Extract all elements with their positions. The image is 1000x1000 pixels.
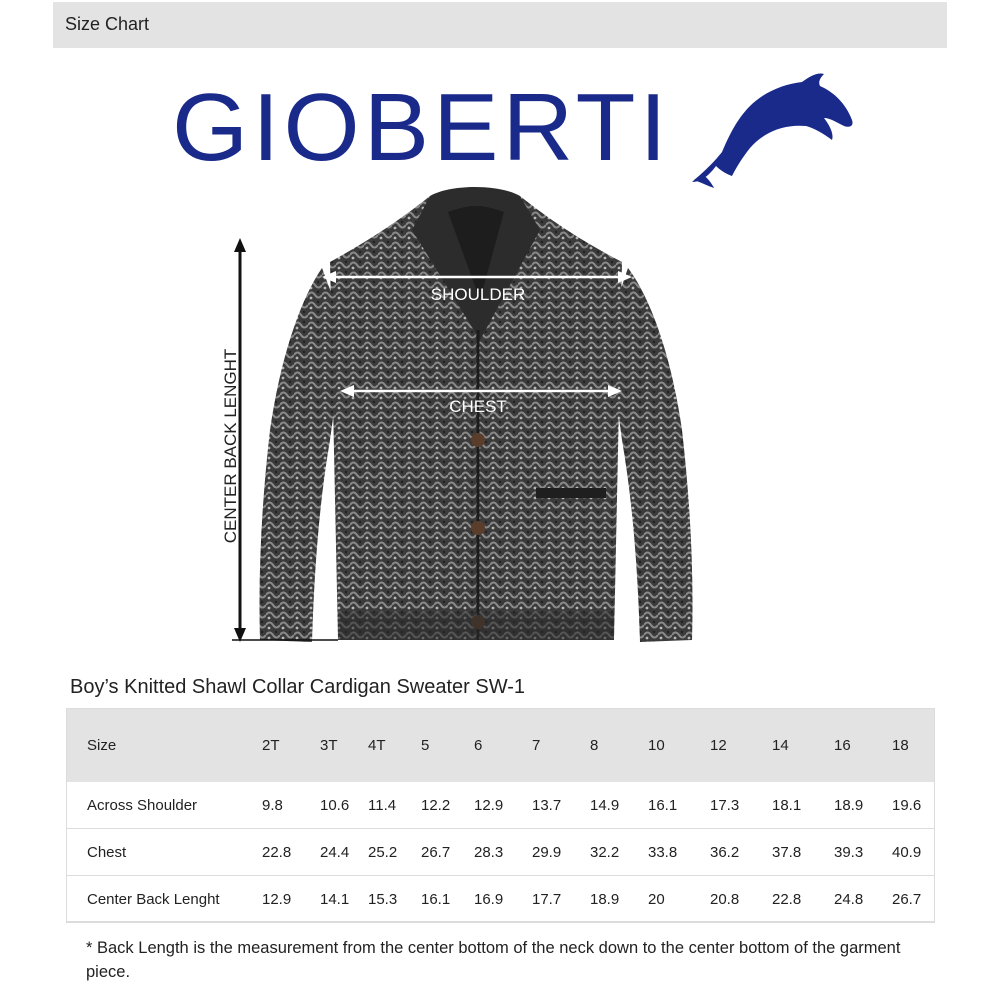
table-cell: 39.3 — [834, 829, 892, 876]
table-row — [66, 876, 935, 923]
size-header-cell: 12 — [710, 708, 772, 782]
table-cell: 20.8 — [710, 876, 772, 923]
size-header-cell: 6 — [474, 708, 532, 782]
size-header-cell: 14 — [772, 708, 834, 782]
row-label: Center Back Lenght — [66, 876, 262, 923]
button-2-icon — [471, 521, 485, 535]
table-cell: 19.6 — [892, 782, 935, 829]
table-cell: 22.8 — [772, 876, 834, 923]
table-cell: 26.7 — [892, 876, 935, 923]
table-cell: 24.4 — [320, 829, 368, 876]
row-label: Chest — [66, 829, 262, 876]
table-cell: 18.9 — [834, 782, 892, 829]
size-header-cell: 5 — [421, 708, 474, 782]
table-cell: 12.9 — [262, 876, 320, 923]
chest-label: CHEST — [449, 397, 507, 416]
table-cell: 17.7 — [532, 876, 590, 923]
table-cell: 40.9 — [892, 829, 935, 876]
table-cell: 29.9 — [532, 829, 590, 876]
table-cell: 15.3 — [368, 876, 421, 923]
table-cell: 33.8 — [648, 829, 710, 876]
table-cell: 13.7 — [532, 782, 590, 829]
table-cell: 9.8 — [262, 782, 320, 829]
table-cell: 14.1 — [320, 876, 368, 923]
size-header-cell: 18 — [892, 708, 935, 782]
size-header-cell: 3T — [320, 708, 368, 782]
button-1-icon — [471, 433, 485, 447]
shoulder-label: SHOULDER — [430, 285, 526, 304]
table-cell: 16.1 — [648, 782, 710, 829]
table-cell: 37.8 — [772, 829, 834, 876]
size-header-cell: 4T — [368, 708, 421, 782]
table-cell: 24.8 — [834, 876, 892, 923]
brand-logo-text: GIOBERTI — [172, 74, 671, 181]
table-header-row — [66, 708, 935, 782]
table-cell: 10.6 — [320, 782, 368, 829]
table-cell: 28.3 — [474, 829, 532, 876]
footnote: * Back Length is the measurement from the center bottom of the neck down to the center bottom of the garment piece. — [86, 939, 901, 981]
table-cell: 36.2 — [710, 829, 772, 876]
table-cell: 20 — [648, 876, 710, 923]
table-cell: 18.9 — [590, 876, 648, 923]
header-title: Size Chart — [65, 14, 150, 34]
table-cell: 17.3 — [710, 782, 772, 829]
table-cell: 25.2 — [368, 829, 421, 876]
back-length-label: CENTER BACK LENGHT — [221, 348, 240, 544]
table-cell: 12.2 — [421, 782, 474, 829]
product-title: Boy’s Knitted Shawl Collar Cardigan Sweater SW-1 — [70, 676, 526, 698]
size-header-cell: 7 — [532, 708, 590, 782]
table-cell: 22.8 — [262, 829, 320, 876]
table-cell: 26.7 — [421, 829, 474, 876]
size-header-cell: 8 — [590, 708, 648, 782]
table-cell: 16.9 — [474, 876, 532, 923]
table-row — [66, 782, 935, 829]
table-cell: 12.9 — [474, 782, 532, 829]
size-header-label: Size — [66, 708, 262, 782]
row-label: Across Shoulder — [66, 782, 262, 829]
table-cell: 11.4 — [368, 782, 421, 829]
size-table — [66, 708, 935, 923]
table-cell: 14.9 — [590, 782, 648, 829]
size-header-cell: 2T — [262, 708, 320, 782]
table-row — [66, 829, 935, 876]
size-header-cell: 10 — [648, 708, 710, 782]
table-cell: 16.1 — [421, 876, 474, 923]
table-cell: 32.2 — [590, 829, 648, 876]
table-cell: 18.1 — [772, 782, 834, 829]
size-header-cell: 16 — [834, 708, 892, 782]
